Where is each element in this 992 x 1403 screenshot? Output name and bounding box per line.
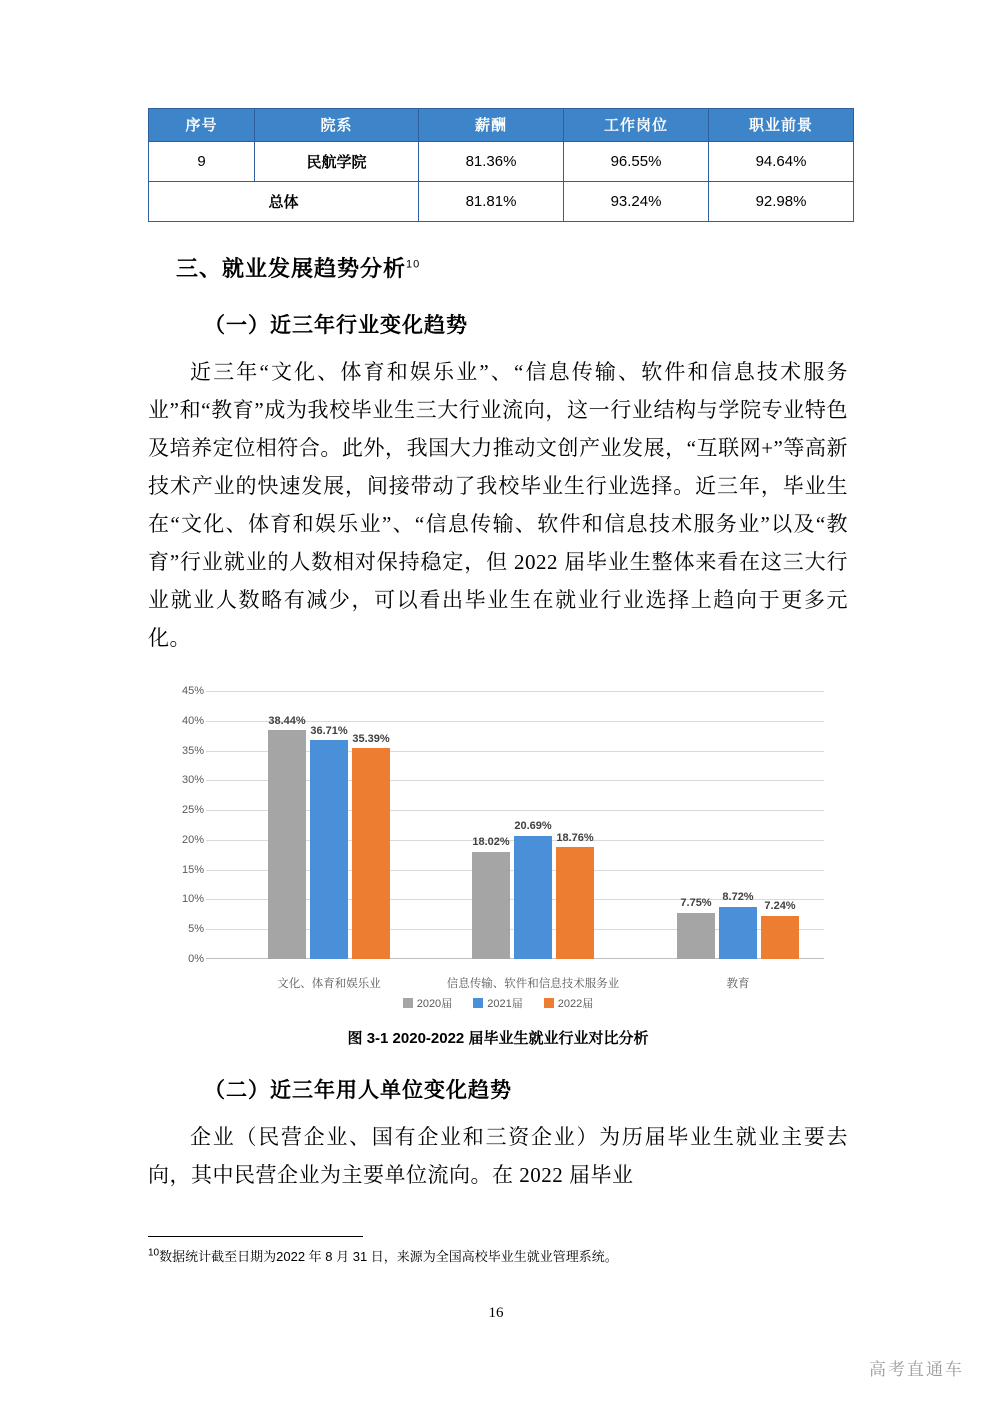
footnote-ref: 10 [406, 258, 421, 271]
section-heading [176, 252, 848, 283]
gridline [206, 691, 824, 692]
subsection-heading-2: （二）近三年用人单位变化趋势 [204, 1079, 512, 1102]
cell-no: 9 [149, 142, 255, 182]
cell-prospect: 94.64% [709, 142, 854, 182]
footnote-text: 数据统计截至日期为2022 年 8 月 31 日，来源为全国高校毕业生就业管理系统。 [159, 1249, 618, 1264]
category-label-3: 教育 [726, 978, 750, 990]
legend-swatch-icon [403, 998, 413, 1008]
footnote-divider [148, 1236, 363, 1237]
category-label-1: 文化、体育和娱乐业 [277, 978, 381, 990]
table-header-dept: 院系 [255, 109, 419, 142]
industry-trend-chart [148, 683, 848, 1013]
y-tick-3: 15% [181, 863, 204, 876]
bar-2022-cat3 [761, 916, 799, 959]
footnote-marker: 10 [148, 1247, 160, 1259]
table-row [149, 182, 854, 222]
bar-2020-cat3 [677, 913, 715, 959]
bar-label-2022-cat2: 18.76% [556, 832, 594, 844]
chart-legend [148, 995, 848, 1011]
table-header-salary: 薪酬 [419, 109, 564, 142]
figure-caption: 图 3-1 2020-2022 届毕业生就业行业对比分析 [347, 1030, 649, 1047]
bar-label-2021-cat3: 8.72% [722, 891, 754, 903]
bar-2022-cat2 [556, 847, 594, 959]
cell-job: 96.55% [564, 142, 709, 182]
y-tick-7: 35% [181, 744, 204, 757]
watermark: 高考直通车 [869, 1360, 964, 1379]
y-tick-5: 25% [181, 804, 204, 817]
bar-label-2021-cat2: 20.69% [514, 820, 552, 832]
legend-label-2022: 2022届 [557, 998, 594, 1010]
chart-y-axis [160, 685, 204, 965]
legend-item-2022 [544, 995, 593, 1011]
table-header-no: 序号 [149, 109, 255, 142]
bar-label-2020-cat3: 7.75% [680, 897, 712, 909]
bar-2020-cat2 [472, 852, 510, 959]
cell-total-salary: 81.81% [419, 182, 564, 222]
table-header-prospect: 职业前景 [709, 109, 854, 142]
bar-2021-cat1 [310, 740, 348, 959]
legend-item-2021 [473, 995, 522, 1011]
y-tick-1: 5% [188, 923, 204, 936]
paragraph-2: 企业（民营企业、国有企业和三资企业）为历届毕业生就业主要去向，其中民营企业为主要单位流向。在 2022 届毕业 [148, 1125, 848, 1187]
table-header-job: 工作岗位 [564, 109, 709, 142]
legend-swatch-icon [544, 998, 554, 1008]
legend-label-2020: 2020届 [416, 998, 453, 1010]
bar-2022-cat1 [352, 748, 390, 959]
bar-2020-cat1 [268, 730, 306, 959]
bar-2021-cat2 [514, 836, 552, 959]
bar-label-2020-cat1: 38.44% [268, 715, 306, 727]
paragraph-1: 近三年“文化、体育和娱乐业”、“信息传输、软件和信息技术服务业”和“教育”成为我校毕业生三大行业流向，这一行业结构与学院专业特色及培养定位相符合。此外，我国大力推动文创产业发展，“互联网+”等高新技术产业的快速发展，间接带动了我校毕业生行业选择。近三年，毕业生在“文化、体育和娱乐业”、“信息传输、软件和信息技术服务业”以及“教育”行业就业的人数相对保持稳定，但 2022 届毕业生整体来看在这三大行业就业人数略有减少，可以看出毕业生在就业行业选择上趋向于更多元化。 [148, 360, 848, 650]
y-tick-4: 20% [181, 833, 204, 846]
bar-label-2020-cat2: 18.02% [472, 836, 510, 848]
subsection-heading-1: （一）近三年行业变化趋势 [204, 314, 468, 337]
y-tick-6: 30% [181, 774, 204, 787]
cell-total-prospect: 92.98% [709, 182, 854, 222]
section-heading-text: 三、就业发展趋势分析 [176, 256, 407, 281]
bar-label-2022-cat1: 35.39% [352, 733, 390, 745]
cell-total-label: 总体 [149, 182, 419, 222]
legend-swatch-icon [473, 998, 483, 1008]
cell-total-job: 93.24% [564, 182, 709, 222]
y-tick-9: 45% [181, 685, 204, 697]
y-tick-8: 40% [181, 714, 204, 727]
y-tick-0: 0% [188, 953, 204, 965]
table-row [149, 142, 854, 182]
employment-satisfaction-table [148, 108, 854, 222]
cell-dept: 民航学院 [255, 142, 419, 182]
chart-plot-area [206, 691, 824, 990]
bar-label-2022-cat3: 7.24% [764, 900, 796, 912]
table-header-row [149, 109, 854, 142]
legend-label-2021: 2021届 [487, 998, 523, 1010]
bar-2021-cat3 [719, 907, 757, 959]
bar-label-2021-cat1: 36.71% [310, 725, 348, 737]
legend-item-2020 [403, 995, 452, 1011]
cell-salary: 81.36% [419, 142, 564, 182]
page-number: 16 [488, 1305, 504, 1321]
footnote [148, 1246, 848, 1265]
category-label-2: 信息传输、软件和信息技术服务业 [446, 978, 620, 990]
page-content [148, 108, 848, 1194]
y-tick-2: 10% [181, 893, 204, 906]
